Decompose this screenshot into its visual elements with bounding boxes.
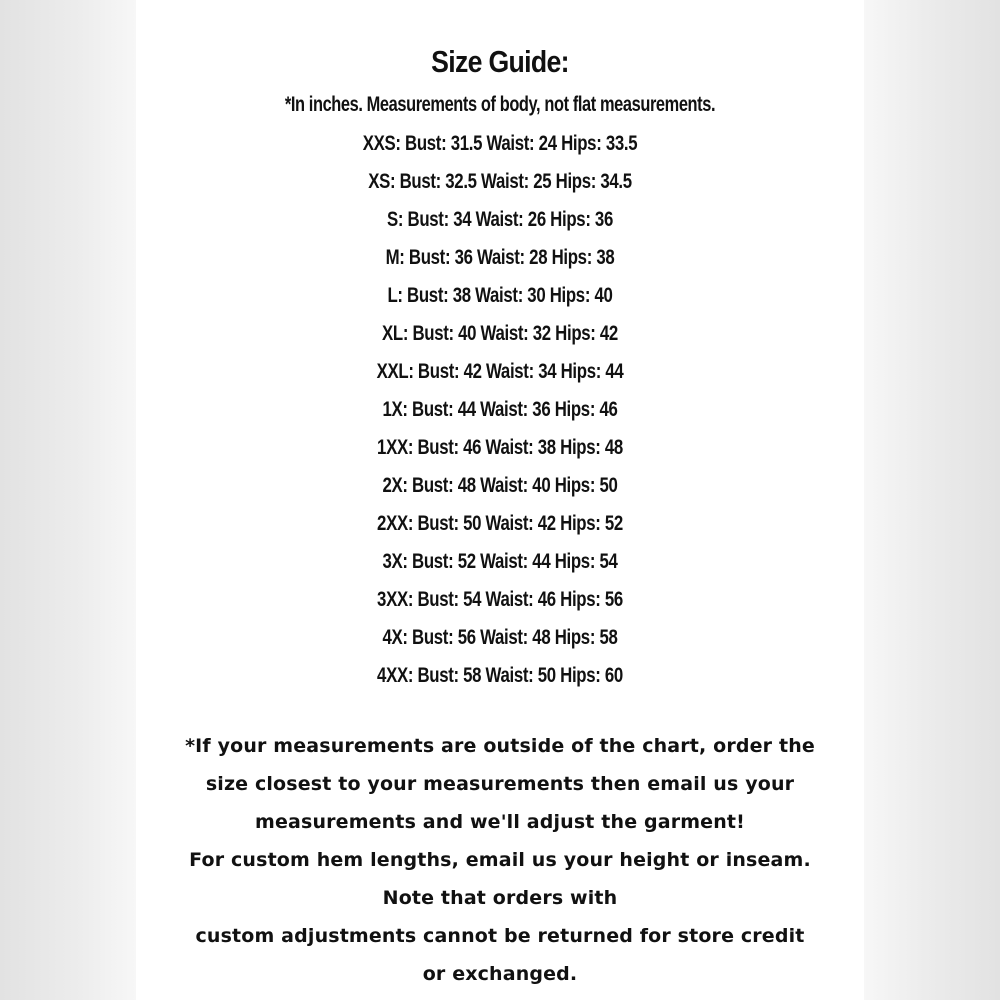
size-row-1x: 1X: Bust: 44 Waist: 36 Hips: 46 [382,398,618,421]
size-row-xxl: XXL: Bust: 42 Waist: 34 Hips: 44 [376,360,624,383]
size-row-2xx: 2XX: Bust: 50 Waist: 42 Hips: 52 [377,512,623,535]
size-row-xs: XS: Bust: 32.5 Waist: 25 Hips: 34.5 [368,170,632,193]
size-guide-card [136,0,864,1000]
size-row-2x: 2X: Bust: 48 Waist: 40 Hips: 50 [382,474,618,497]
note-line: Note that orders with [382,887,618,909]
measurement-note: *In inches. Measurements of body, not flat measurements. [284,93,716,116]
note-line: size closest to your measurements then email us your [205,773,795,795]
size-row-4x: 4X: Bust: 56 Waist: 48 Hips: 58 [382,626,618,649]
note-line: measurements and we'll adjust the garment! [255,811,745,833]
size-row-xxs: XXS: Bust: 31.5 Waist: 24 Hips: 33.5 [362,132,638,155]
size-row-3x: 3X: Bust: 52 Waist: 44 Hips: 54 [382,550,618,573]
size-list [136,129,864,699]
page-title: Size Guide: [431,44,569,79]
note-line: or exchanged. [422,963,578,985]
size-row-1xx: 1XX: Bust: 46 Waist: 38 Hips: 48 [377,436,623,459]
size-row-l: L: Bust: 38 Waist: 30 Hips: 40 [387,284,613,307]
fit-notes [136,728,864,994]
note-line: For custom hem lengths, email us your height or inseam. [189,849,811,871]
right-background-edge [864,0,1000,1000]
size-row-s: S: Bust: 34 Waist: 26 Hips: 36 [387,208,613,231]
left-background-edge [0,0,136,1000]
size-row-m: M: Bust: 36 Waist: 28 Hips: 38 [385,246,615,269]
note-line: custom adjustments cannot be returned for store credit [195,925,805,947]
size-row-4xx: 4XX: Bust: 58 Waist: 50 Hips: 60 [377,664,623,687]
note-line: *If your measurements are outside of the chart, order the [185,735,815,757]
size-row-xl: XL: Bust: 40 Waist: 32 Hips: 42 [382,322,618,345]
size-row-3xx: 3XX: Bust: 54 Waist: 46 Hips: 56 [377,588,623,611]
